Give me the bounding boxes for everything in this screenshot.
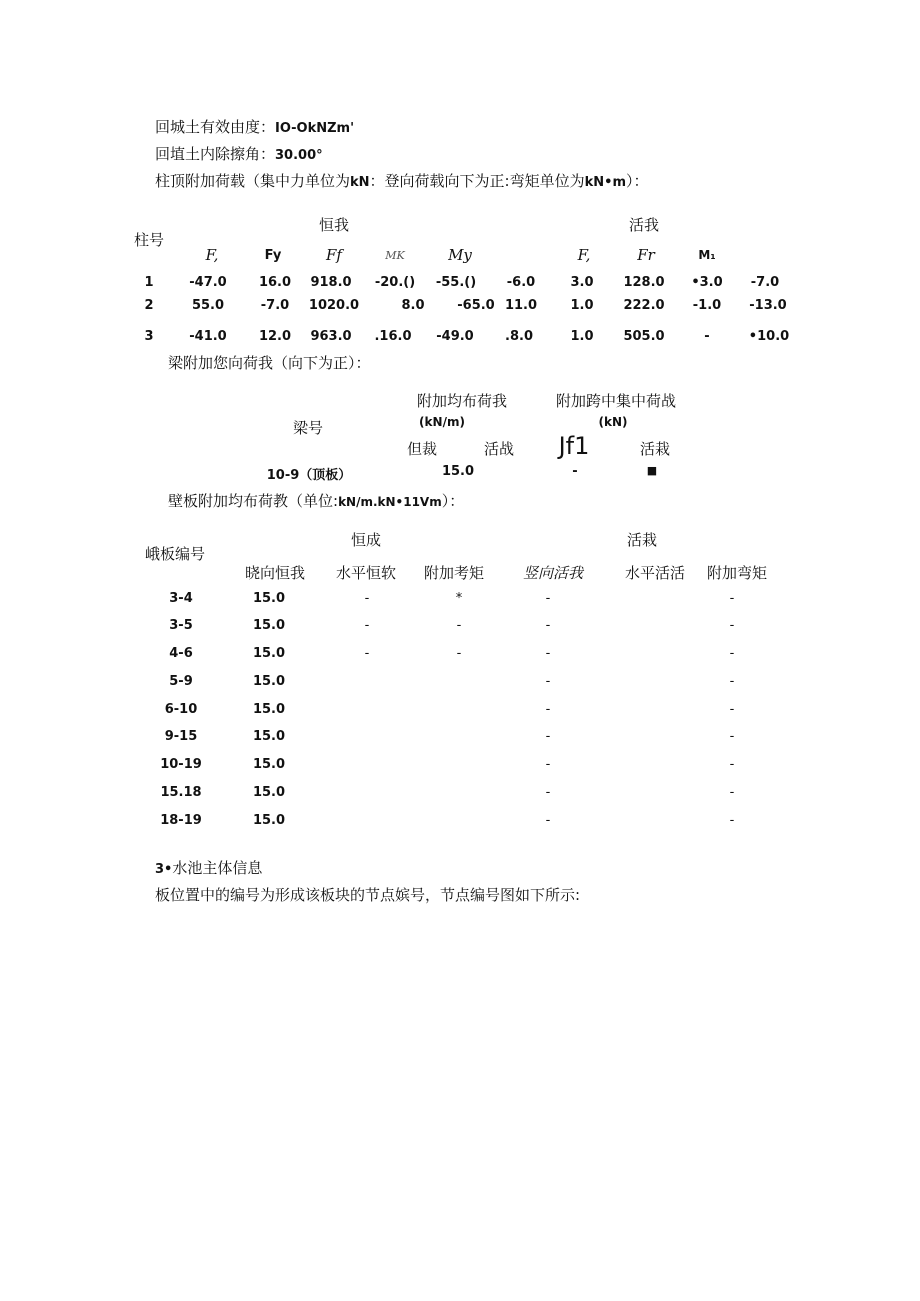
table-cell: 1.0 bbox=[570, 298, 594, 313]
table-cell: - bbox=[729, 813, 735, 828]
wall-sub-header: 竖向活我 bbox=[522, 564, 584, 582]
wall-row-no: 10-19 bbox=[160, 757, 202, 772]
table-cell: - bbox=[729, 757, 735, 772]
column-title-unit1: kN bbox=[350, 175, 370, 190]
beam-live-subheader: 活战 bbox=[483, 440, 515, 458]
live-load-header: 活我 bbox=[628, 216, 660, 234]
wall-row-no: 4-6 bbox=[169, 646, 193, 661]
table-cell: - bbox=[545, 729, 551, 744]
table-cell: - bbox=[729, 646, 735, 661]
wall-row-no: 18-19 bbox=[160, 813, 202, 828]
section3-title: 水池主体信息 bbox=[172, 859, 263, 877]
table-cell: - bbox=[729, 729, 735, 744]
table-cell: 12.0 bbox=[258, 329, 292, 344]
table-cell: 15.0 bbox=[252, 702, 286, 717]
sub-header-fx: F, bbox=[205, 246, 219, 264]
table-cell: * bbox=[455, 591, 463, 606]
beam-load-title: 梁附加您向荷我（向下为正）： bbox=[168, 354, 371, 372]
beam-dead-subheader: 但裁 bbox=[406, 440, 438, 458]
column-row-no: 1 bbox=[144, 275, 154, 290]
column-load-title bbox=[155, 170, 649, 191]
wall-row-no: 15.18 bbox=[160, 785, 202, 800]
friction-angle-value: 30.00° bbox=[275, 148, 323, 163]
table-cell: - bbox=[545, 674, 551, 689]
sub-header-my: My bbox=[448, 246, 472, 264]
table-cell: - bbox=[572, 464, 578, 479]
table-cell: •3.0 bbox=[691, 275, 723, 290]
column-title-suffix: ）： bbox=[626, 172, 649, 190]
wall-title-unit: kN/m.kN•11Vm bbox=[338, 495, 442, 509]
sub-header-m1-live: M₁ bbox=[698, 248, 716, 262]
table-cell: 1.0 bbox=[570, 329, 594, 344]
table-cell: .16.0 bbox=[374, 329, 412, 344]
wall-sub-header: 水平恒软 bbox=[335, 564, 397, 582]
table-cell: -20.() bbox=[374, 275, 416, 290]
wall-live-header: 活栽 bbox=[626, 531, 658, 549]
table-cell: -7.0 bbox=[750, 275, 780, 290]
beam-point-unit: (kN) bbox=[598, 415, 628, 429]
wall-row-no: 3-4 bbox=[169, 591, 193, 606]
table-cell: 128.0 bbox=[623, 275, 665, 290]
wall-dead-header: 恒成 bbox=[350, 531, 382, 549]
section3-number: 3• bbox=[155, 862, 173, 877]
soil-density-value: IO-OkNZm' bbox=[275, 121, 355, 136]
table-cell: 3.0 bbox=[570, 275, 594, 290]
table-cell: -55.() bbox=[435, 275, 477, 290]
table-cell: - bbox=[729, 785, 735, 800]
beam-row-no: 10-9（顶板） bbox=[266, 468, 352, 483]
section3-note: 板位置中的编号为形成该板块的节点嫔号，节点编号图如下所示: bbox=[155, 886, 581, 904]
table-cell: 505.0 bbox=[623, 329, 665, 344]
wall-row-no: 6-10 bbox=[164, 702, 198, 717]
beam-point-live-subheader: 活栽 bbox=[639, 440, 671, 458]
wall-load-title bbox=[168, 490, 464, 511]
table-cell: 15.0 bbox=[252, 813, 286, 828]
sub-header-fx-live: F, bbox=[577, 246, 591, 264]
soil-density-label: 回城土有效由度： bbox=[155, 118, 276, 136]
table-cell: - bbox=[704, 329, 710, 344]
sub-header-fr-live: Fr bbox=[637, 246, 655, 264]
column-title-unit2: kN•m bbox=[584, 175, 626, 190]
table-cell: 15.0 bbox=[441, 464, 475, 479]
sub-header-fy: Fy bbox=[264, 248, 282, 263]
wall-title-prefix: 壁板附加均布荷教（单位: bbox=[168, 492, 339, 510]
column-row-no: 3 bbox=[144, 329, 154, 344]
table-cell: - bbox=[729, 591, 735, 606]
table-cell: 222.0 bbox=[623, 298, 665, 313]
table-cell: 1020.0 bbox=[308, 298, 360, 313]
sub-header-ff: Ff bbox=[326, 246, 342, 264]
table-cell: - bbox=[729, 674, 735, 689]
table-cell: 8.0 bbox=[401, 298, 425, 313]
table-cell: 16.0 bbox=[258, 275, 292, 290]
table-cell: 55.0 bbox=[191, 298, 225, 313]
wall-row-no: 5-9 bbox=[169, 674, 193, 689]
table-cell: - bbox=[729, 702, 735, 717]
table-cell: -13.0 bbox=[749, 298, 787, 313]
wall-no-header: 峨板编号 bbox=[145, 545, 206, 563]
table-cell: .8.0 bbox=[505, 329, 533, 344]
friction-angle-label: 回埴土内除擦角： bbox=[155, 145, 276, 163]
column-title-prefix: 柱顶附加荷载（集中力单位为 bbox=[155, 172, 351, 190]
table-cell: -6.0 bbox=[506, 275, 536, 290]
beam-point-dead-subheader: Jf1 bbox=[558, 432, 590, 460]
wall-sub-header: 水平活活 bbox=[624, 564, 686, 582]
table-cell: -41.0 bbox=[189, 329, 227, 344]
soil-density-line bbox=[155, 116, 354, 137]
beam-no-header: 梁号 bbox=[292, 419, 324, 437]
table-cell: - bbox=[364, 646, 370, 661]
wall-sub-header: 附加考矩 bbox=[423, 564, 485, 582]
table-cell: 15.0 bbox=[252, 757, 286, 772]
wall-row-no: 3-5 bbox=[169, 618, 193, 633]
table-cell: - bbox=[545, 757, 551, 772]
table-cell: -47.0 bbox=[189, 275, 227, 290]
column-title-mid: ：登向荷载向下为正:弯矩单位为 bbox=[369, 172, 585, 190]
section3-heading bbox=[155, 857, 262, 878]
table-cell: 15.0 bbox=[252, 785, 286, 800]
table-cell: - bbox=[364, 618, 370, 633]
wall-row-no: 9-15 bbox=[164, 729, 198, 744]
table-cell: - bbox=[729, 618, 735, 633]
table-cell: 15.0 bbox=[252, 729, 286, 744]
table-cell: - bbox=[456, 646, 462, 661]
beam-point-header: 附加跨中集中荷战 bbox=[555, 392, 677, 410]
table-cell: - bbox=[364, 591, 370, 606]
table-cell: -1.0 bbox=[692, 298, 722, 313]
table-cell: 15.0 bbox=[252, 618, 286, 633]
table-cell: ■ bbox=[646, 464, 658, 477]
table-cell: •10.0 bbox=[748, 329, 790, 344]
table-cell: 11.0 bbox=[504, 298, 538, 313]
wall-title-suffix: ）： bbox=[441, 492, 465, 510]
table-cell: - bbox=[456, 618, 462, 633]
sub-header-mk: MK bbox=[385, 249, 405, 262]
table-cell: - bbox=[545, 785, 551, 800]
table-cell: 918.0 bbox=[310, 275, 352, 290]
table-cell: - bbox=[545, 702, 551, 717]
wall-sub-header: 晓向恒我 bbox=[244, 564, 306, 582]
table-cell: 963.0 bbox=[310, 329, 352, 344]
beam-uniform-header: 附加均布荷我 bbox=[416, 392, 508, 410]
table-cell: - bbox=[545, 646, 551, 661]
beam-uniform-unit: (kN/m) bbox=[419, 415, 465, 429]
table-cell: -7.0 bbox=[260, 298, 290, 313]
table-cell: - bbox=[545, 591, 551, 606]
table-cell: - bbox=[545, 813, 551, 828]
table-cell: 15.0 bbox=[252, 591, 286, 606]
column-row-no: 2 bbox=[144, 298, 154, 313]
wall-sub-header: 附加弯矩 bbox=[706, 564, 768, 582]
column-no-header: 柱号 bbox=[134, 231, 165, 249]
table-cell: -65.0 bbox=[457, 298, 495, 313]
table-cell: -49.0 bbox=[436, 329, 474, 344]
friction-angle-line bbox=[155, 143, 323, 164]
table-cell: 15.0 bbox=[252, 646, 286, 661]
table-cell: - bbox=[545, 618, 551, 633]
table-cell: 15.0 bbox=[252, 674, 286, 689]
dead-load-header: 恒我 bbox=[318, 216, 350, 234]
